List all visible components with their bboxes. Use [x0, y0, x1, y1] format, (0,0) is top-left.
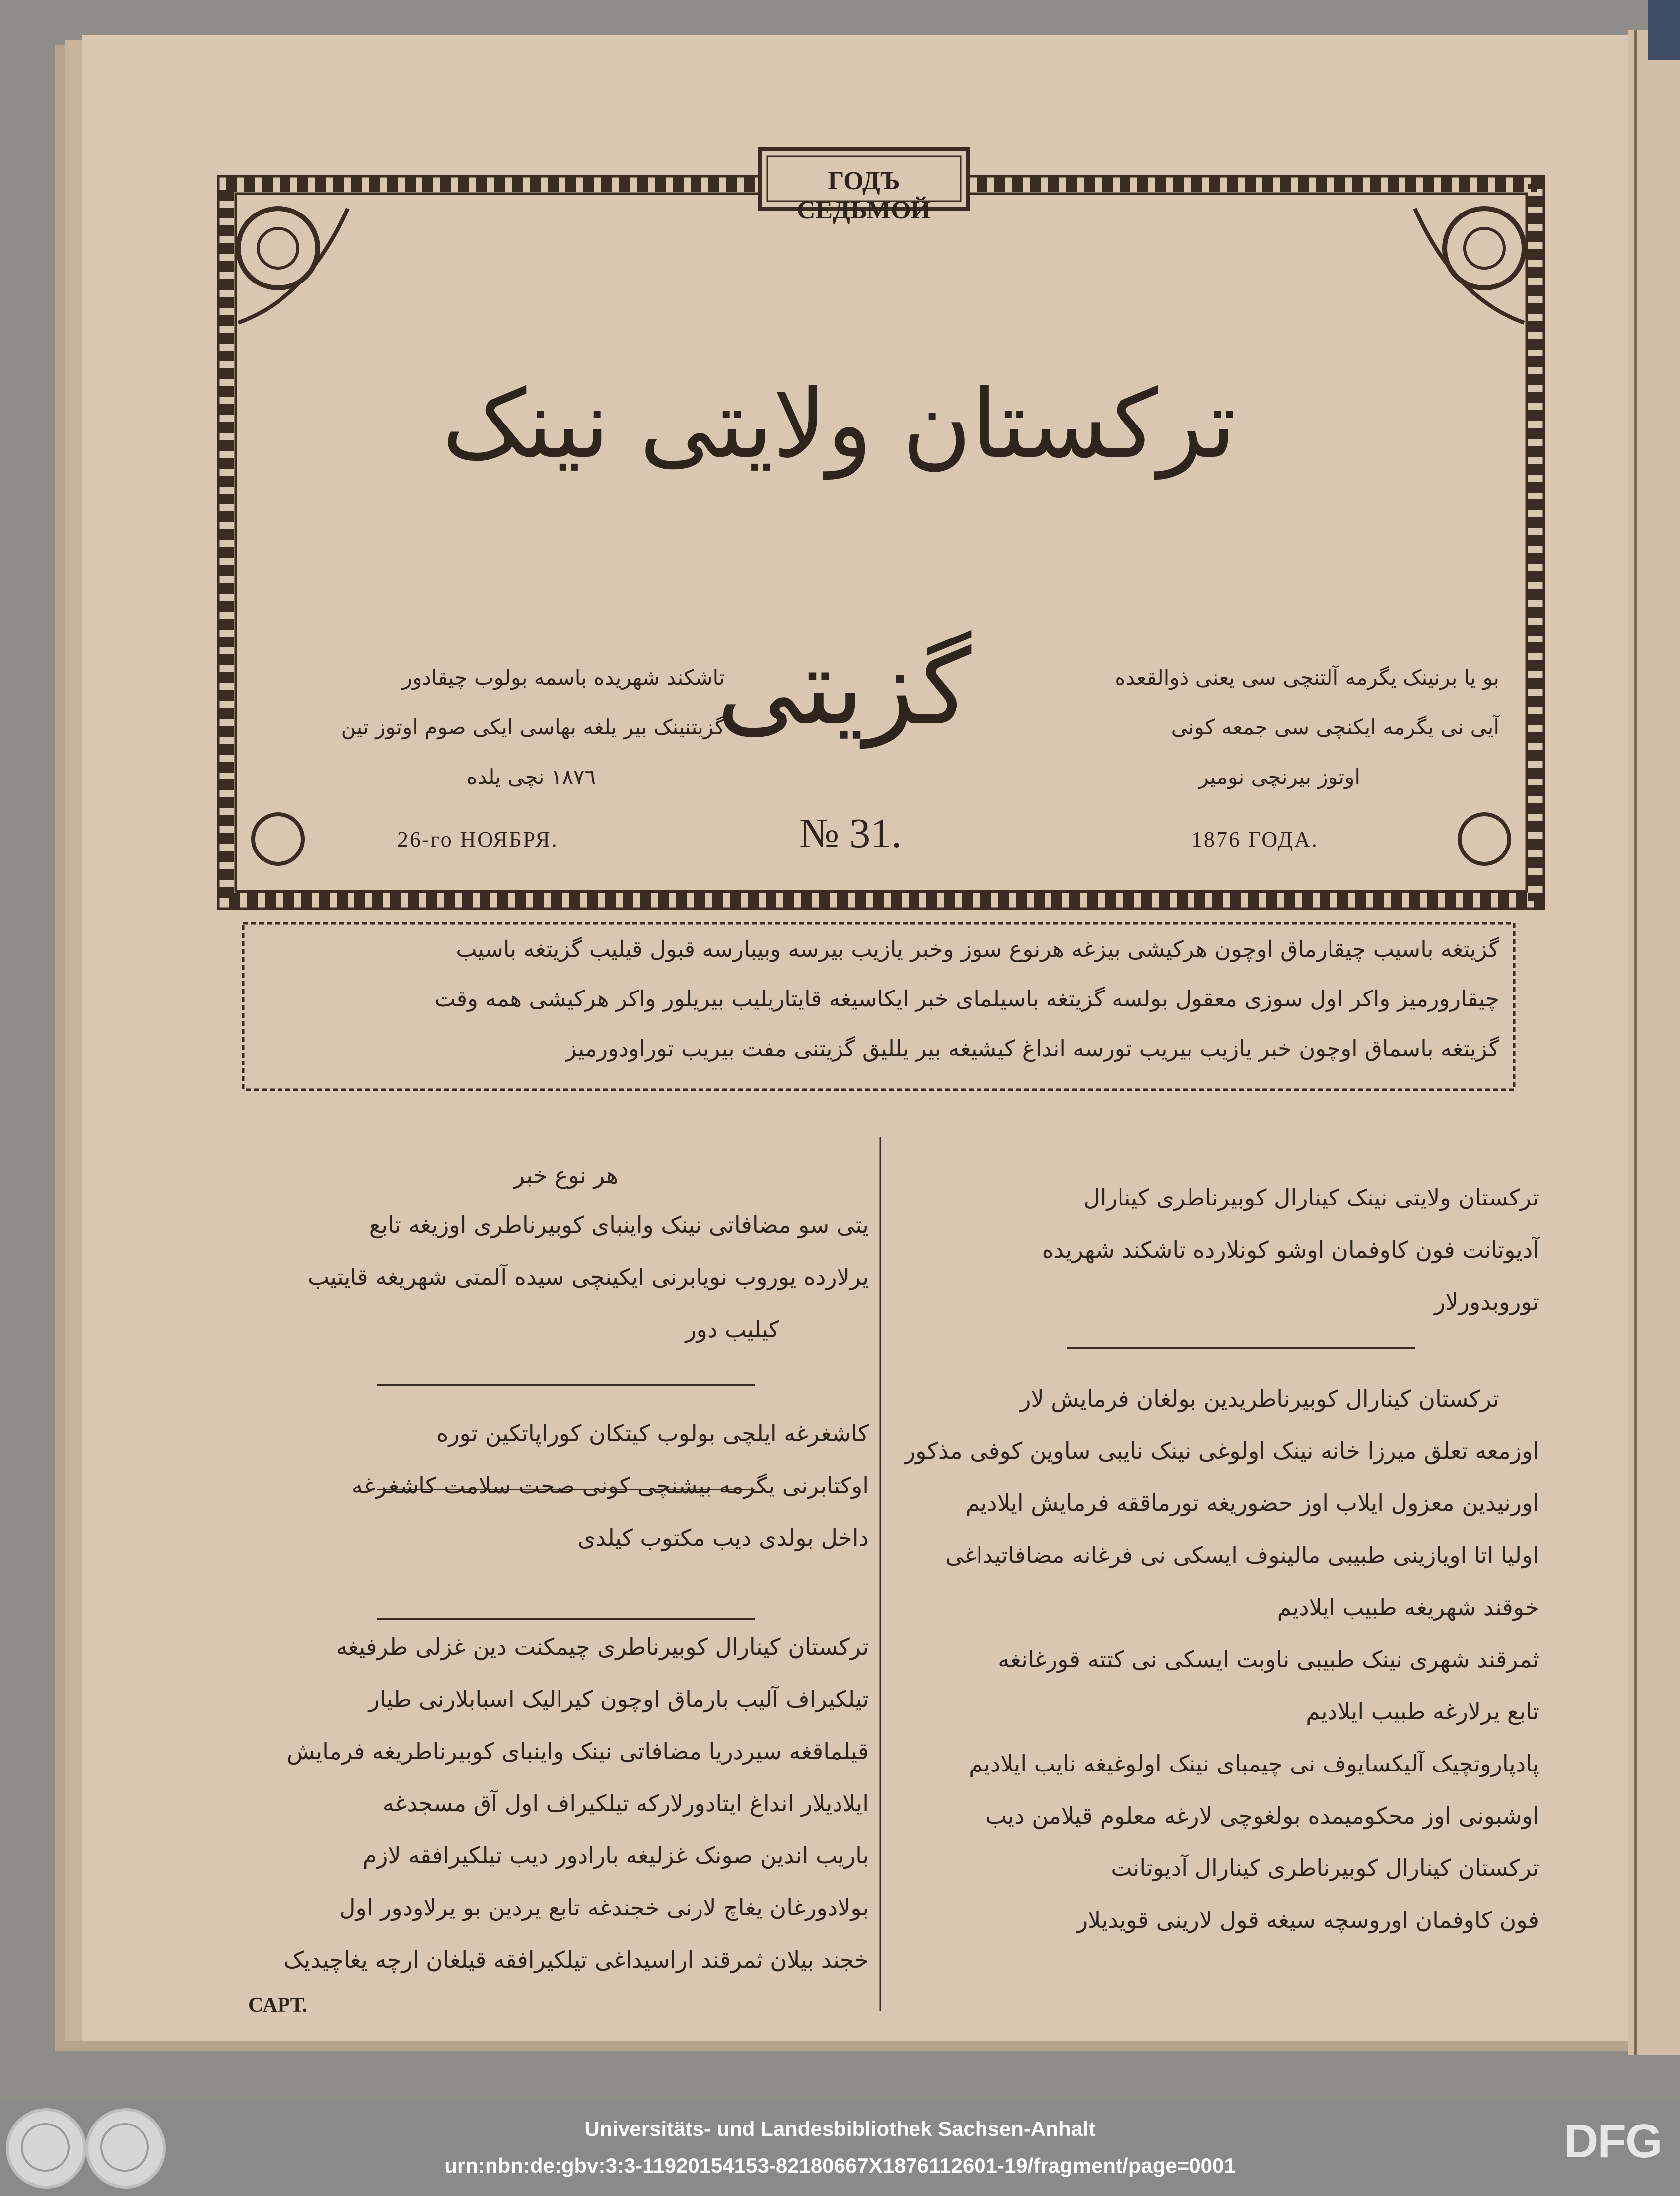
left-para3-line-5: باریب اندین صونک غزلیغه بارادور دیب تیلکیرافقه لازم [362, 1842, 869, 1869]
left-para1-line-2: یرلارده یوروب نویابرنی ایکینچی سیده آلمتی شهریغه قایتیب [307, 1264, 869, 1290]
right-body-line-3: اولیا اتا اویازینی طبیبی مالینوف ایسکی نی فرغانه مضافاتیداغی [945, 1542, 1539, 1568]
left-para3-line-6: بولادورغان یغاچ لارنی خجندغه تابع یردین بو یرلاودور اول [339, 1894, 869, 1921]
right-body-line-10: فون کاوفمان اوروسچه سیغه قول لارینی قویدیلار [1076, 1907, 1539, 1933]
right-body-line-9: ترکستان کینارال کوبیرناطری کینارال آدیوتانت [1111, 1854, 1539, 1881]
year-banner: ГОДЪ СЕДЬМОЙ [796, 167, 931, 224]
masthead-right-line-3: اوتوز بیرنچی نومیر [1198, 765, 1360, 789]
library-footer [0, 2100, 1680, 2196]
right-body-line-6: تابع یرلارغه طبیب ایلادیم [1306, 1698, 1539, 1725]
right-heading: ترکستان کینارال کوبیرناطریدین بولغان فرمایش لار [1020, 1385, 1499, 1412]
left-para3-line-2: تیلکیراف آلیب بارماق اوچون کیرالیک اسبابلارنی طیار [368, 1686, 869, 1712]
left-para3-line-1: ترکستان کینارال کوبیرناطری چیمکنت دین غزلی طرفیغه [336, 1633, 869, 1660]
masthead-right-line-2: آیی نی یگرمه ایکنچی سی جمعه کونی [1171, 715, 1499, 739]
left-para2-line-1: کاشغرغه ایلچی بولوب کیتکان کوراپاتکین توره [436, 1420, 869, 1447]
year-ru: 1876 ГОДА. [1191, 827, 1319, 851]
notice-line-1: گزیتغه باسیب چیقارماق اوچون هرکیشی بیزغه هرنوع سوز وخبر یازیب بیرسه وبیبارسه قبول قیلیب گزیتغه باسیب [456, 936, 1499, 962]
left-para1-line-3: کیلیب دور [685, 1316, 779, 1343]
left-para1-line-1: یتی سو مضافاتی نینک واینبای کوبیرناطری اوزیغه تابع [369, 1211, 869, 1238]
newspaper-title-line2: گزیتی [716, 627, 972, 748]
left-column-heading: هر نوع خبر [513, 1162, 619, 1189]
left-para2-line-2: اوکتابرنی یگرمه بیشنچی کونی صحت سلامت کاشغرغه [351, 1472, 869, 1499]
notice-line-3: گزیتغه باسماق اوچون خبر یازیب بیریب تورسه انداغ کیشیغه بیر یللیق گزیتنی مفت بیریب توراودورمیز [565, 1035, 1499, 1062]
institution-name: Universitäts- und Landesbibliothek Sachsen-Anhalt [584, 2117, 1096, 2140]
masthead-left-line-3: ١٨٧٦ نچی یلده [466, 765, 596, 789]
masthead-left-line-2: گزیتنینک بیر یلغه بهاسی ایکی صوم اوتوز تین [341, 715, 725, 739]
page-signature: САРТ. [248, 1994, 308, 2017]
issue-number: № 31. [799, 810, 902, 856]
left-para3-line-3: قیلماقغه سیردریا مضافاتی نینک واینبای کوبیرناطریغه فرمایش [286, 1738, 869, 1765]
right-body-line-4: خوقند شهریغه طبیب ایلادیم [1277, 1594, 1539, 1621]
left-para3-line-7: خجند بیلان ثمرقند اراسیداغی تیلکیرافقه قیلغان ارچه یغاچیدیک [283, 1946, 869, 1973]
right-lead-line-3: توروبدورلار [1434, 1288, 1539, 1315]
right-body-line-2: اورنیدین معزول ایلاب اوز حضوریغه تورماققه فرمایش ایلادیم [965, 1489, 1539, 1516]
notice-line-2: چیقارورمیز واکر اول سوزی معقول بولسه گزیتغه باسیلمای خبر ایکاسیغه قایتاریلیب بیریلور واکر هرکیشی همه وقت [434, 986, 1499, 1012]
masthead-left-line-1: تاشکند شهریده باسمه بولوب چیقادور [402, 665, 725, 690]
date-ru: 26-го НОЯБРЯ. [397, 827, 559, 851]
right-body-line-5: ثمرقند شهری نینک طبیبی ناوبت ایسکی نی کتته قورغانغه [998, 1646, 1539, 1673]
left-para2-line-3: داخل بولدی دیب مکتوب کیلدی [577, 1524, 869, 1551]
right-body-line-1: اوزمعه تعلق میرزا خانه نینک اولوغی نینک نایبی ساوین کوفی مذکور [904, 1437, 1539, 1464]
urn-link[interactable]: urn:nbn:de:gbv:3:3-11920154153-82180667X1876112601-19/fragment/page=0001 [444, 2154, 1236, 2177]
right-lead-line-2: آدیوتانت فون کاوفمان اوشو کونلارده تاشکند شهریده [1042, 1236, 1539, 1263]
right-body-line-7: پادپاروتچیک آلیکسایوف نی چیمبای نینک اولوغیغه نایب ایلادیم [969, 1750, 1539, 1777]
right-lead-line-1: ترکستان ولایتی نینک کینارال کوبیرناطری کینارال [1083, 1184, 1539, 1211]
dfg-logo-icon: DFG [1564, 2115, 1662, 2168]
left-para3-line-4: ایلادیلار انداغ ایتادورلارکه تیلکیراف اول آق مسجدغه [382, 1790, 869, 1817]
right-body-line-8: اوشبونی اوز محکومیمده بولغوچی لارغه معلوم قیلامن دیب [985, 1802, 1539, 1829]
masthead-right-line-1: بو یا برنینک یگرمه آلتنچی سی یعنی ذوالقعده [1115, 665, 1499, 690]
newspaper-title-line1: ترکستان ولایتی نینک [442, 369, 1236, 479]
